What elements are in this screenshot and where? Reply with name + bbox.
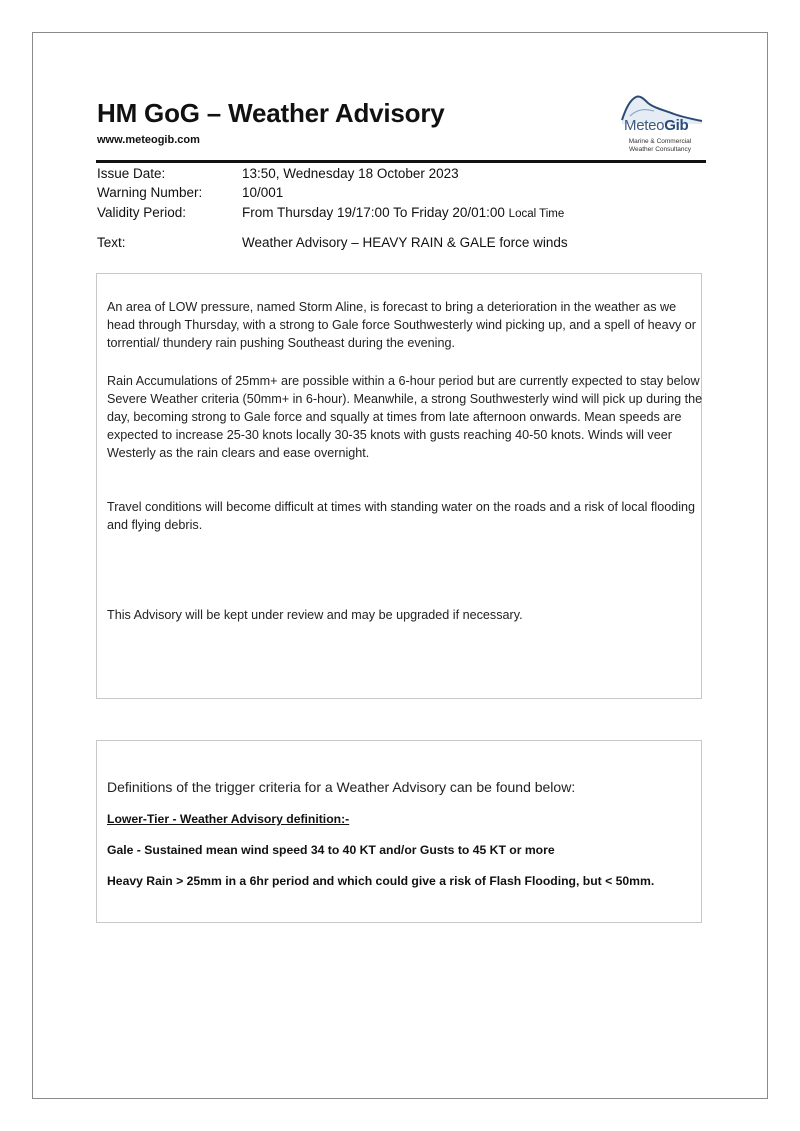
meteogib-logo <box>612 94 708 156</box>
advisory-text-row <box>97 235 568 250</box>
advisory-paragraph: Travel conditions will become difficult at times with standing water on the roads and a risk of local flooding and flying debris. <box>107 500 696 532</box>
issue-date-value: 13:50, Wednesday 18 October 2023 <box>242 166 459 181</box>
definitions-box <box>96 740 702 923</box>
issue-date-row <box>97 166 459 181</box>
website-link[interactable]: www.meteogib.com <box>97 134 200 146</box>
warning-number-value: 10/001 <box>242 185 284 200</box>
advisory-headline: Weather Advisory – HEAVY RAIN & GALE force winds <box>242 235 568 250</box>
validity-period-value: From Thursday 19/17:00 To Friday 20/01:00 Local Time <box>242 205 565 220</box>
lower-tier-heading: Lower-Tier - Weather Advisory definition:- <box>107 812 350 826</box>
logo-wordmark: MeteoGib <box>624 117 689 134</box>
validity-period-label: Validity Period: <box>97 205 187 220</box>
warning-number-row <box>97 185 283 200</box>
definitions-intro: Definitions of the trigger criteria for a Weather Advisory can be found below: <box>107 779 576 795</box>
advisory-body-box <box>96 273 702 699</box>
heavy-rain-definition: Heavy Rain > 25mm in a 6hr period and which could give a risk of Flash Flooding, but < 50mm. <box>107 874 655 888</box>
advisory-paragraph: This Advisory will be kept under review and may be upgraded if necessary. <box>107 608 523 622</box>
validity-time-zone: Local Time <box>508 208 565 220</box>
warning-number-label: Warning Number: <box>97 185 203 200</box>
header-divider <box>96 160 706 163</box>
advisory-text-label: Text: <box>97 235 126 250</box>
advisory-paragraph: Rain Accumulations of 25mm+ are possible within a 6-hour period but are currently expected to stay below Severe Weather criteria (50mm+ in 6-hour). Meanwhile, a strong Southwesterly wind will pick up during the day, becoming strong to Gale force and squally at times from late afternoon onwards. Mean speeds are expected to increase 25-30 knots locally 30-35 knots with gusts reaching 40-50 knots. Winds will veer Westerly as the rain clears and ease overnight. <box>107 374 703 460</box>
issue-date-label: Issue Date: <box>97 166 166 181</box>
advisory-paragraph: An area of LOW pressure, named Storm Aline, is forecast to bring a deterioration in the weather as we head through Thursday, with a strong to Gale force Southwesterly wind picking up, and a spell of heavy or torrential/ thundery rain pushing Southeast during the evening. <box>107 300 696 350</box>
gale-definition: Gale - Sustained mean wind speed 34 to 40 KT and/or Gusts to 45 KT or more <box>107 843 555 857</box>
validity-period-row <box>97 205 564 220</box>
document-title: HM GoG – Weather Advisory <box>97 98 445 128</box>
logo-tagline: Marine & Commercial Weather Consultancy <box>628 138 692 153</box>
